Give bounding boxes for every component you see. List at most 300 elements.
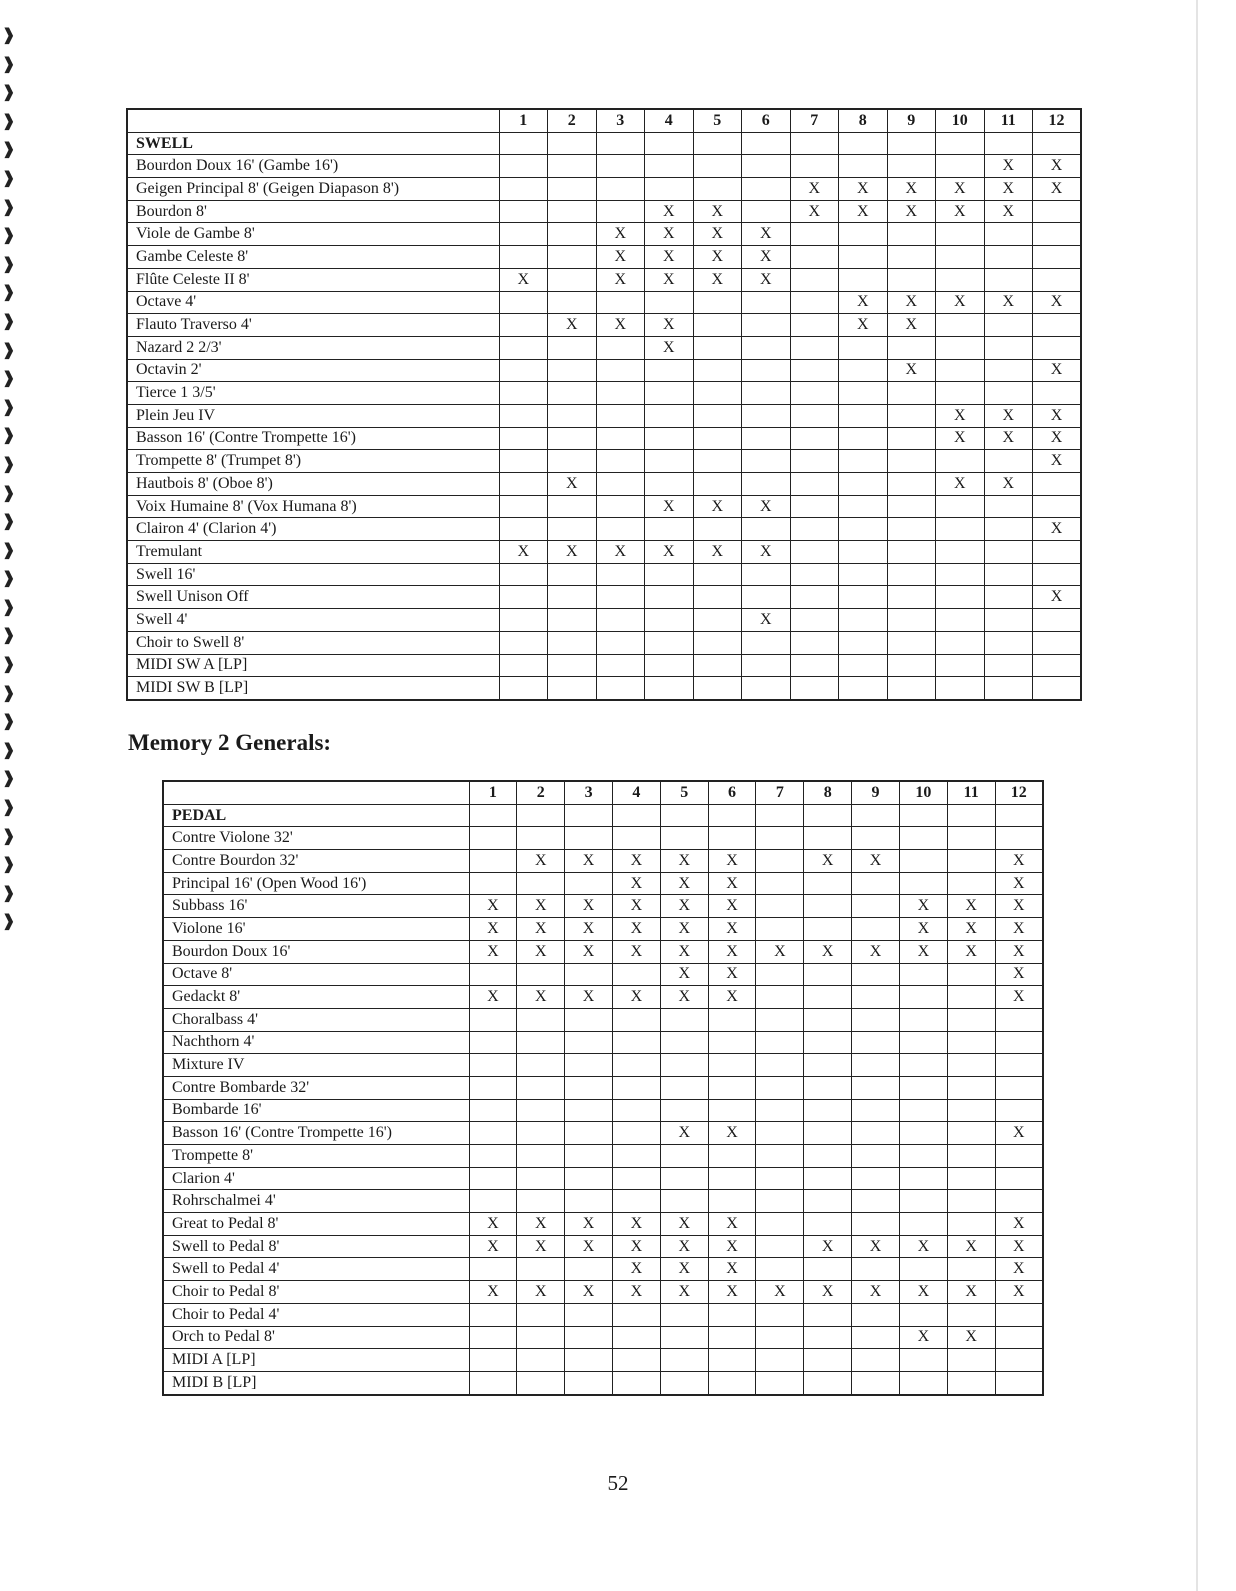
memory-cell (548, 450, 597, 473)
memory-cell (548, 586, 597, 609)
memory-cell (899, 1008, 947, 1031)
memory-cell (548, 268, 597, 291)
memory-cell (852, 1303, 900, 1326)
memory-cell: X (984, 200, 1033, 223)
memory-cell (887, 609, 936, 632)
memory-cell (660, 1190, 708, 1213)
memory-cell: X (645, 246, 694, 269)
stop-row (127, 473, 1081, 496)
empty-cell (1033, 132, 1082, 155)
memory-cell: X (839, 178, 888, 201)
memory-cell (469, 1326, 517, 1349)
stop-row (127, 427, 1081, 450)
column-header-5: 5 (693, 109, 742, 132)
binding-mark: ❱ (2, 484, 16, 502)
empty-cell (612, 804, 660, 827)
memory-cell: X (742, 223, 791, 246)
memory-cell (984, 654, 1033, 677)
column-header-3: 3 (565, 781, 613, 804)
memory-cell (1033, 495, 1082, 518)
memory-cell (565, 1167, 613, 1190)
column-header-11: 11 (984, 109, 1033, 132)
memory-cell (469, 1031, 517, 1054)
memory-cell: X (852, 850, 900, 873)
memory-cell (790, 314, 839, 337)
binding-mark: ❱ (2, 827, 16, 845)
memory-cell: X (645, 495, 694, 518)
memory-cell (499, 336, 548, 359)
stop-name: Rohrschalmei 4' (163, 1190, 469, 1213)
stop-row (163, 1099, 1043, 1122)
memory-cell: X (612, 1235, 660, 1258)
stop-name: Contre Violone 32' (163, 827, 469, 850)
memory-cell (756, 850, 804, 873)
memory-cell (693, 359, 742, 382)
memory-cell (995, 1054, 1043, 1077)
memory-cell (947, 1099, 995, 1122)
memory-cell (660, 1303, 708, 1326)
memory-cell (693, 654, 742, 677)
memory-cell (548, 382, 597, 405)
memory-cell (742, 677, 791, 700)
column-header-row (163, 781, 1043, 804)
memory-cell (660, 1145, 708, 1168)
stop-row (127, 586, 1081, 609)
memory-cell: X (693, 200, 742, 223)
memory-cell (936, 495, 985, 518)
memory-cell (936, 541, 985, 564)
binding-mark: ❱ (2, 427, 16, 445)
memory-cell: X (899, 918, 947, 941)
memory-cell (852, 827, 900, 850)
memory-cell: X (742, 609, 791, 632)
memory-cell: X (995, 986, 1043, 1009)
memory-cell (839, 336, 888, 359)
memory-cell (548, 609, 597, 632)
memory-cell (995, 1190, 1043, 1213)
stop-row (163, 827, 1043, 850)
memory-cell (947, 1031, 995, 1054)
memory-cell (565, 827, 613, 850)
column-header-3: 3 (596, 109, 645, 132)
stop-row (127, 563, 1081, 586)
stop-name: Violone 16' (163, 918, 469, 941)
stop-name: Clarion 4' (163, 1167, 469, 1190)
memory-cell: X (499, 268, 548, 291)
memory-cell (936, 336, 985, 359)
empty-cell (899, 804, 947, 827)
stop-row (127, 155, 1081, 178)
memory-cell: X (565, 1235, 613, 1258)
memory-cell: X (995, 1235, 1043, 1258)
stop-name: Swell Unison Off (127, 586, 499, 609)
memory-cell (660, 1031, 708, 1054)
stop-name: Voix Humaine 8' (Vox Humana 8') (127, 495, 499, 518)
memory-cell (887, 382, 936, 405)
memory-cell (899, 827, 947, 850)
stop-row (127, 223, 1081, 246)
memory-cell (804, 1145, 852, 1168)
memory-cell (790, 382, 839, 405)
memory-cell (839, 541, 888, 564)
memory-cell: X (469, 1281, 517, 1304)
memory-cell (469, 850, 517, 873)
stop-name: Bourdon Doux 16' (163, 940, 469, 963)
memory-cell (947, 1190, 995, 1213)
memory-cell (804, 1303, 852, 1326)
memory-cell (548, 291, 597, 314)
memory-cell (790, 404, 839, 427)
memory-cell: X (708, 895, 756, 918)
memory-cell (984, 495, 1033, 518)
memory-cell: X (887, 200, 936, 223)
stop-row (163, 1349, 1043, 1372)
memory-cell (852, 872, 900, 895)
memory-cell (499, 631, 548, 654)
stop-name: Choralbass 4' (163, 1008, 469, 1031)
memory-cell: X (612, 1258, 660, 1281)
memory-cell (899, 1099, 947, 1122)
memory-cell (548, 359, 597, 382)
memory-cell (756, 963, 804, 986)
memory-cell (756, 827, 804, 850)
memory-cell (708, 1008, 756, 1031)
empty-cell (660, 804, 708, 827)
memory-cell: X (565, 850, 613, 873)
memory-cell (804, 827, 852, 850)
memory-cell: X (548, 541, 597, 564)
column-header-9: 9 (852, 781, 900, 804)
memory-cell (565, 1122, 613, 1145)
memory-cell: X (517, 940, 565, 963)
memory-cell: X (596, 541, 645, 564)
memory-cell (804, 1213, 852, 1236)
memory-cell (790, 246, 839, 269)
memory-cell (499, 359, 548, 382)
memory-cell (742, 563, 791, 586)
memory-cell: X (995, 1258, 1043, 1281)
memory-cell (936, 609, 985, 632)
column-header-7: 7 (790, 109, 839, 132)
memory-cell (790, 427, 839, 450)
stop-row (163, 1167, 1043, 1190)
memory-cell (517, 1303, 565, 1326)
memory-cell (469, 1054, 517, 1077)
memory-cell (596, 336, 645, 359)
memory-cell (645, 677, 694, 700)
memory-cell (708, 827, 756, 850)
memory-cell (565, 1054, 613, 1077)
memory-cell: X (660, 1213, 708, 1236)
stop-name: Swell 4' (127, 609, 499, 632)
memory-cell: X (517, 986, 565, 1009)
section-title: PEDAL (163, 804, 469, 827)
empty-cell (887, 132, 936, 155)
binding-mark: ❱ (2, 713, 16, 731)
memory-cell: X (899, 895, 947, 918)
binding-mark: ❱ (2, 656, 16, 674)
stop-row (163, 963, 1043, 986)
stop-name: Bombarde 16' (163, 1099, 469, 1122)
memory-cell (708, 1167, 756, 1190)
stop-row (163, 1190, 1043, 1213)
memory-cell: X (517, 850, 565, 873)
memory-cell: X (565, 918, 613, 941)
memory-cell: X (517, 1213, 565, 1236)
memory-cell (947, 1349, 995, 1372)
memory-cell (1033, 631, 1082, 654)
memory-cell (852, 1054, 900, 1077)
memory-cell: X (995, 1122, 1043, 1145)
memory-cell (596, 495, 645, 518)
memory-cell (565, 1076, 613, 1099)
stop-row (163, 1145, 1043, 1168)
memory-cell: X (517, 918, 565, 941)
memory-cell (548, 654, 597, 677)
memory-cell: X (742, 541, 791, 564)
binding-mark: ❱ (2, 398, 16, 416)
memory-cell (899, 1031, 947, 1054)
memory-cell (469, 1303, 517, 1326)
memory-cell (693, 450, 742, 473)
memory-cell: X (1033, 359, 1082, 382)
memory-cell: X (1033, 450, 1082, 473)
memory-cell (756, 1213, 804, 1236)
memory-cell (887, 518, 936, 541)
memory-cell (645, 609, 694, 632)
memory-cell (995, 1145, 1043, 1168)
binding-mark: ❱ (2, 341, 16, 359)
memory-cell (612, 1190, 660, 1213)
memory-cell (499, 291, 548, 314)
memory-cell (790, 677, 839, 700)
memory-cell: X (693, 223, 742, 246)
memory-cell (899, 1303, 947, 1326)
memory-cell: X (596, 223, 645, 246)
memory-cell (596, 291, 645, 314)
memory-cell: X (499, 541, 548, 564)
memory-cell: X (660, 918, 708, 941)
column-header-10: 10 (899, 781, 947, 804)
memory-cell: X (693, 541, 742, 564)
memory-cell: X (708, 1213, 756, 1236)
memory-cell (499, 314, 548, 337)
empty-cell (936, 132, 985, 155)
memory-cell (596, 359, 645, 382)
memory-cell (612, 1008, 660, 1031)
memory-cell (499, 518, 548, 541)
memory-cell (645, 450, 694, 473)
memory-cell (1033, 382, 1082, 405)
memory-cell: X (548, 473, 597, 496)
stop-name: Flûte Celeste II 8' (127, 268, 499, 291)
memory-cell (804, 872, 852, 895)
memory-cell: X (660, 1235, 708, 1258)
memory-cell: X (936, 473, 985, 496)
memory-cell: X (645, 268, 694, 291)
memory-cell (887, 155, 936, 178)
empty-cell (693, 132, 742, 155)
memory-cell (790, 359, 839, 382)
memory-cell (565, 1258, 613, 1281)
memory-cell (839, 246, 888, 269)
memory-cell (947, 1054, 995, 1077)
header-corner-cell (127, 109, 499, 132)
memory-cell (804, 1008, 852, 1031)
page-edge-shadow (1196, 0, 1198, 1591)
memory-cell: X (790, 178, 839, 201)
stop-name: Contre Bourdon 32' (163, 850, 469, 873)
memory-cell (612, 827, 660, 850)
memory-cell: X (756, 1281, 804, 1304)
memory-cell: X (708, 872, 756, 895)
memory-cell (936, 654, 985, 677)
memory-cell: X (645, 541, 694, 564)
memory-cell (899, 872, 947, 895)
column-header-8: 8 (804, 781, 852, 804)
memory-cell: X (790, 200, 839, 223)
memory-cell (548, 155, 597, 178)
memory-cell (469, 1076, 517, 1099)
stop-name: Orch to Pedal 8' (163, 1326, 469, 1349)
memory-cell (693, 404, 742, 427)
memory-cell (693, 314, 742, 337)
binding-mark: ❱ (2, 913, 16, 931)
memory-cell (804, 1326, 852, 1349)
memory-cell (947, 1213, 995, 1236)
memory-cell (1033, 268, 1082, 291)
memory-cell (790, 563, 839, 586)
memory-cell (708, 1054, 756, 1077)
memory-cell: X (548, 314, 597, 337)
memory-cell (790, 518, 839, 541)
memory-cell (936, 314, 985, 337)
memory-cell (612, 1349, 660, 1372)
empty-cell (756, 804, 804, 827)
memory-cell (936, 382, 985, 405)
memory-cell (517, 1145, 565, 1168)
memory-cell (693, 586, 742, 609)
memory-cell (804, 1258, 852, 1281)
memory-cell (612, 1099, 660, 1122)
memory-cell (548, 495, 597, 518)
memory-cell (936, 677, 985, 700)
memory-cell (660, 827, 708, 850)
stop-row (127, 382, 1081, 405)
column-header-6: 6 (708, 781, 756, 804)
memory-cell (887, 404, 936, 427)
binding-mark: ❱ (2, 455, 16, 473)
memory-cell (565, 1326, 613, 1349)
memory-cell (887, 586, 936, 609)
pedal-registration-table (162, 780, 1044, 1396)
memory-cell: X (660, 895, 708, 918)
stop-row (163, 1281, 1043, 1304)
memory-cell (852, 1258, 900, 1281)
memory-cell (947, 1145, 995, 1168)
memory-cell (1033, 609, 1082, 632)
memory-cell: X (693, 268, 742, 291)
swell-registration-table (126, 108, 1082, 701)
stop-name: Bourdon Doux 16' (Gambe 16') (127, 155, 499, 178)
binding-mark: ❱ (2, 255, 16, 273)
memory-cell (852, 1099, 900, 1122)
binding-mark: ❱ (2, 169, 16, 187)
memory-cell (693, 609, 742, 632)
memory-cell (742, 155, 791, 178)
memory-cell (984, 518, 1033, 541)
memory-cell (887, 563, 936, 586)
stop-row (127, 404, 1081, 427)
memory-cell (596, 200, 645, 223)
memory-cell (839, 563, 888, 586)
memory-cell: X (804, 940, 852, 963)
memory-cell (839, 155, 888, 178)
memory-cell (596, 654, 645, 677)
memory-cell (645, 291, 694, 314)
memory-cell: X (565, 940, 613, 963)
memory-cell (499, 404, 548, 427)
memory-cell (899, 850, 947, 873)
memory-cell: X (995, 850, 1043, 873)
memory-cell (708, 1145, 756, 1168)
stop-name: Principal 16' (Open Wood 16') (163, 872, 469, 895)
stop-row (163, 895, 1043, 918)
memory-cell (995, 1326, 1043, 1349)
memory-cell (565, 963, 613, 986)
stop-name: Octavin 2' (127, 359, 499, 382)
memory-cell (984, 586, 1033, 609)
stop-name: Trompette 8' (163, 1145, 469, 1168)
memory-cell: X (947, 1235, 995, 1258)
memory-cell (984, 541, 1033, 564)
memory-cell (469, 1258, 517, 1281)
memory-cell (947, 1303, 995, 1326)
memory-cell (852, 1326, 900, 1349)
memory-cell: X (660, 1281, 708, 1304)
memory-cell (645, 382, 694, 405)
stop-name: Geigen Principal 8' (Geigen Diapason 8') (127, 178, 499, 201)
memory-cell (1033, 200, 1082, 223)
memory-cell (708, 1349, 756, 1372)
memory-cell (645, 586, 694, 609)
section-row (163, 804, 1043, 827)
stop-row (163, 1213, 1043, 1236)
memory-cell (936, 563, 985, 586)
memory-cell: X (1033, 586, 1082, 609)
stop-name: MIDI SW A [LP] (127, 654, 499, 677)
memory-cell (499, 563, 548, 586)
memory-cell (469, 1349, 517, 1372)
memory-cell (804, 1076, 852, 1099)
stop-row (163, 1076, 1043, 1099)
memory-cell (887, 268, 936, 291)
memory-cell: X (565, 1281, 613, 1304)
memory-cell: X (612, 895, 660, 918)
memory-cell (517, 1258, 565, 1281)
memory-cell (852, 1213, 900, 1236)
memory-cell (693, 631, 742, 654)
memory-cell (1033, 246, 1082, 269)
memory-cell: X (839, 314, 888, 337)
memory-cell (612, 1054, 660, 1077)
memory-cell (852, 1145, 900, 1168)
memory-cell (984, 223, 1033, 246)
memory-cell (708, 1099, 756, 1122)
memory-cell (742, 404, 791, 427)
memory-cell (804, 918, 852, 941)
memory-cell (660, 1326, 708, 1349)
